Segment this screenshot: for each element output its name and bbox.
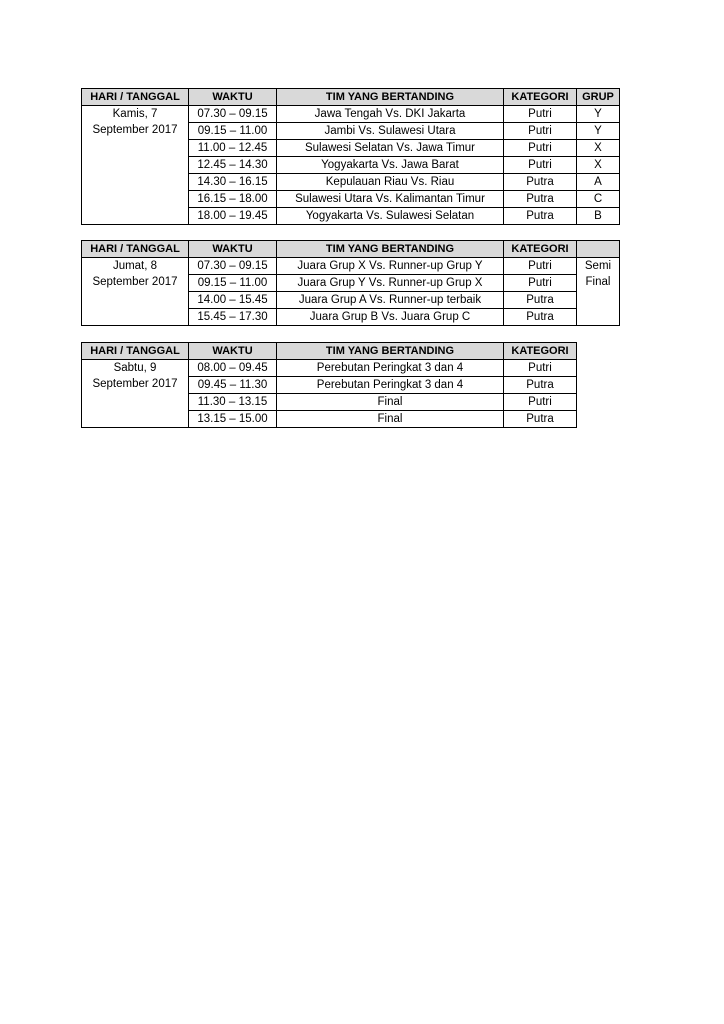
group-cell: A [577, 174, 620, 191]
header-match: TIM YANG BERTANDING [277, 343, 504, 360]
schedule-table-saturday [81, 342, 577, 428]
category-cell: Putra [504, 208, 577, 225]
header-category: KATEGORI [504, 89, 577, 106]
header-day: HARI / TANGGAL [82, 89, 189, 106]
stage-line1: Semi [584, 260, 612, 272]
category-cell: Putri [504, 106, 577, 123]
header-row [82, 241, 620, 258]
match-cell: Sulawesi Utara Vs. Kalimantan Timur [277, 191, 504, 208]
category-cell: Putri [504, 394, 577, 411]
header-time: WAKTU [189, 89, 277, 106]
time-cell: 12.45 – 14.30 [189, 157, 277, 174]
day-cell [82, 258, 189, 326]
day-name: Sabtu, 9 [113, 362, 157, 374]
table-row [82, 258, 620, 275]
match-cell: Perebutan Peringkat 3 dan 4 [277, 360, 504, 377]
time-cell: 11.00 – 12.45 [189, 140, 277, 157]
category-cell: Putri [504, 258, 577, 275]
header-match: TIM YANG BERTANDING [277, 241, 504, 258]
header-time: WAKTU [189, 343, 277, 360]
schedule-table-thursday [81, 88, 620, 225]
category-cell: Putra [504, 174, 577, 191]
category-cell: Putri [504, 123, 577, 140]
time-cell: 09.45 – 11.30 [189, 377, 277, 394]
time-cell: 11.30 – 13.15 [189, 394, 277, 411]
header-row [82, 89, 620, 106]
time-cell: 07.30 – 09.15 [189, 258, 277, 275]
header-category: KATEGORI [504, 343, 577, 360]
match-cell: Jawa Tengah Vs. DKI Jakarta [277, 106, 504, 123]
table-row [82, 106, 620, 123]
group-cell: X [577, 157, 620, 174]
match-cell: Juara Grup Y Vs. Runner-up Grup X [277, 275, 504, 292]
category-cell: Putri [504, 140, 577, 157]
category-cell: Putra [504, 292, 577, 309]
match-cell: Kepulauan Riau Vs. Riau [277, 174, 504, 191]
match-cell: Sulawesi Selatan Vs. Jawa Timur [277, 140, 504, 157]
day-cell [82, 106, 189, 225]
match-cell: Yogyakarta Vs. Sulawesi Selatan [277, 208, 504, 225]
category-cell: Putra [504, 191, 577, 208]
header-time: WAKTU [189, 241, 277, 258]
category-cell: Putri [504, 360, 577, 377]
category-cell: Putri [504, 275, 577, 292]
match-cell: Perebutan Peringkat 3 dan 4 [277, 377, 504, 394]
category-cell: Putri [504, 157, 577, 174]
day-name: Kamis, 7 [112, 108, 158, 120]
header-day: HARI / TANGGAL [82, 241, 189, 258]
header-day: HARI / TANGGAL [82, 343, 189, 360]
header-row [82, 343, 577, 360]
group-cell: X [577, 140, 620, 157]
day-cell [82, 360, 189, 428]
time-cell: 14.30 – 16.15 [189, 174, 277, 191]
time-cell: 09.15 – 11.00 [189, 275, 277, 292]
time-cell: 07.30 – 09.15 [189, 106, 277, 123]
day-date: September 2017 [92, 124, 178, 136]
time-cell: 15.45 – 17.30 [189, 309, 277, 326]
time-cell: 18.00 – 19.45 [189, 208, 277, 225]
match-cell: Juara Grup A Vs. Runner-up terbaik [277, 292, 504, 309]
day-date: September 2017 [92, 276, 178, 288]
match-cell: Jambi Vs. Sulawesi Utara [277, 123, 504, 140]
match-cell: Juara Grup X Vs. Runner-up Grup Y [277, 258, 504, 275]
header-group: GRUP [577, 89, 620, 106]
time-cell: 09.15 – 11.00 [189, 123, 277, 140]
time-cell: 16.15 – 18.00 [189, 191, 277, 208]
category-cell: Putra [504, 309, 577, 326]
match-cell: Yogyakarta Vs. Jawa Barat [277, 157, 504, 174]
day-name: Jumat, 8 [112, 260, 158, 272]
table-row [82, 360, 577, 377]
header-category: KATEGORI [504, 241, 577, 258]
group-cell: Y [577, 106, 620, 123]
group-cell: B [577, 208, 620, 225]
match-cell: Final [277, 394, 504, 411]
group-cell: C [577, 191, 620, 208]
header-match: TIM YANG BERTANDING [277, 89, 504, 106]
day-date: September 2017 [92, 378, 178, 390]
stage-line2: Final [585, 276, 611, 288]
category-cell: Putra [504, 377, 577, 394]
time-cell: 13.15 – 15.00 [189, 411, 277, 428]
stage-cell [577, 258, 620, 326]
schedule-table-friday [81, 240, 620, 326]
time-cell: 08.00 – 09.45 [189, 360, 277, 377]
match-cell: Final [277, 411, 504, 428]
category-cell: Putra [504, 411, 577, 428]
match-cell: Juara Grup B Vs. Juara Grup C [277, 309, 504, 326]
time-cell: 14.00 – 15.45 [189, 292, 277, 309]
group-cell: Y [577, 123, 620, 140]
header-group-empty [577, 241, 620, 258]
